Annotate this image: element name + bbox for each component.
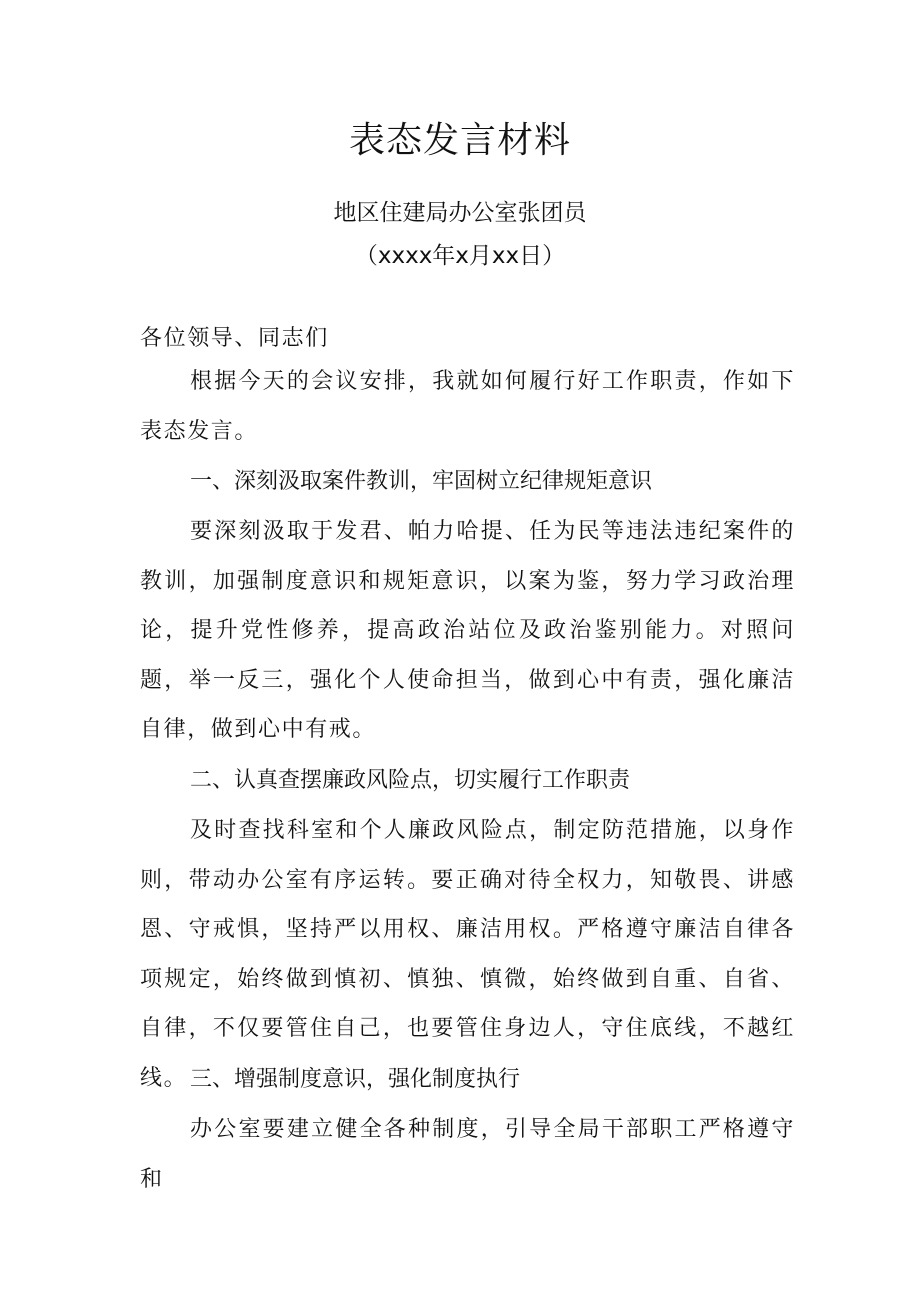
date-line: （xxxx年x月xx日）	[354, 243, 566, 269]
section-heading-2: 二、认真查摆廉政风险点，切实履行工作职责	[190, 768, 631, 793]
section-body-2: 及时查找科室和个人廉政风险点，制定防范措施，以身作则，带动办公室有序运转。要正确对待全权力，知敬畏、讲感恩、守戒惧，坚持严以用权、廉洁用权。严格遵守廉洁自律各项规定，始终做到慎初、慎独、慎微，始终做到自重、自省、自律，不仅要管住自己，也要管住身边人，守住底线，不越红线。	[140, 818, 795, 1091]
section-heading-1: 一、深刻汲取案件教训，牢固树立纪律规矩意识	[190, 469, 653, 494]
section-heading-3: 三、增强制度意识，强化制度执行	[190, 1067, 521, 1092]
document-title: 表态发言材料	[348, 120, 571, 161]
section-body-3: 办公室要建立健全各种制度，引导全局干部职工严格遵守和	[140, 1117, 795, 1192]
intro-paragraph: 根据今天的会议安排，我就如何履行好工作职责，作如下表态发言。	[140, 369, 795, 444]
author-line: 地区住建局办公室张团员	[333, 200, 587, 226]
section-body-1: 要深刻汲取于发君、帕力哈提、任为民等违法违纪案件的教训，加强制度意识和规矩意识，以案为鉴，努力学习政治理论，提升党性修养，提高政治站位及政治鉴别能力。对照问题，举一反三，强化个人使命担当，做到心中有责，强化廉洁自律，做到心中有戒。	[140, 519, 795, 742]
salutation: 各位领导、同志们	[140, 326, 329, 351]
